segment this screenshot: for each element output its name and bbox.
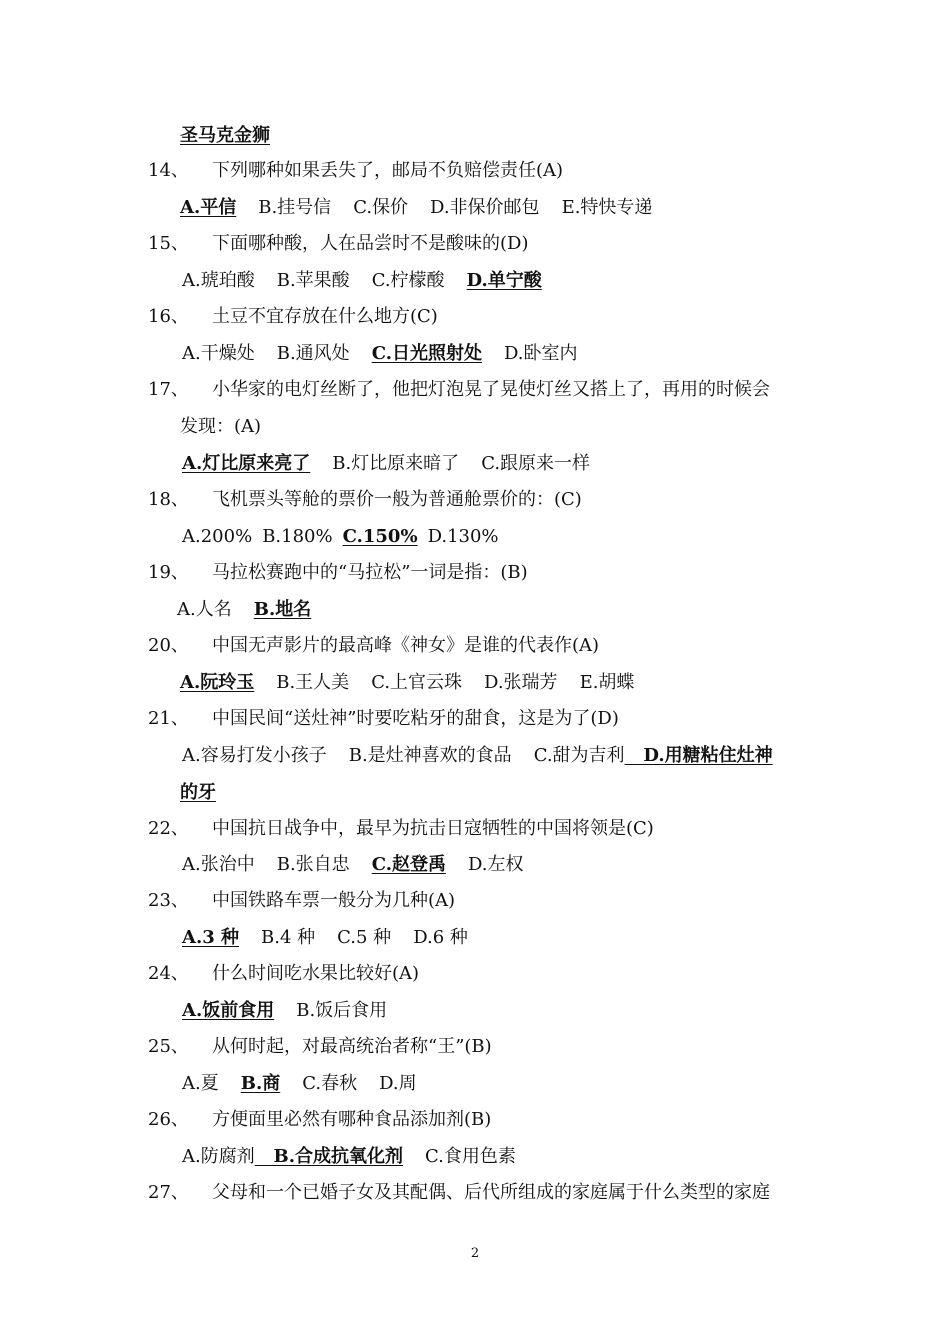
option: D.非保价邮包: [430, 197, 540, 218]
question-number: 27、: [148, 1182, 189, 1203]
question-text: 飞机票头等舱的票价一般为普通舱票价的：(C): [212, 489, 582, 510]
option: D.周: [379, 1073, 417, 1094]
option: C.柠檬酸: [371, 270, 445, 291]
option-correct: A.饭前食用: [182, 1000, 275, 1021]
option: C.保价: [353, 197, 409, 218]
question-text: 发现：(A): [180, 416, 262, 437]
option: C.春秋: [302, 1073, 358, 1094]
option: A.琥珀酸: [182, 270, 255, 291]
question-number: 25、: [148, 1036, 189, 1057]
question-text: 方便面里必然有哪种食品添加剂(B): [212, 1109, 492, 1130]
option: B.王人美: [276, 672, 350, 693]
option: B.灯比原来暗了: [332, 453, 460, 474]
question-text: 马拉松赛跑中的“马拉松”一词是指：(B): [212, 562, 528, 583]
option-correct: A.阮玲玉: [180, 672, 255, 693]
question-number: 20、: [148, 635, 189, 656]
option-correct: C.150%: [342, 526, 418, 547]
option: B.张自忠: [276, 854, 350, 875]
option: A.张治中: [182, 854, 255, 875]
question-number: 22、: [148, 818, 189, 839]
option: B.4 种: [261, 927, 316, 948]
question-number: 16、: [148, 306, 189, 327]
option: A.防腐剂: [182, 1146, 255, 1167]
question-number: 23、: [148, 890, 189, 911]
option-correct: A.3 种: [182, 927, 240, 948]
question-number: 14、: [148, 160, 189, 181]
question-text: 下列哪种如果丢失了，邮局不负赔偿责任(A): [212, 160, 564, 181]
option-correct: A.平信: [180, 197, 237, 218]
question-text: 父母和一个已婚子女及其配偶、后代所组成的家庭属于什么类型的家庭: [212, 1182, 770, 1203]
option: B.挂号信: [258, 197, 332, 218]
option: D.张瑞芳: [484, 672, 558, 693]
question-number: 18、: [148, 489, 189, 510]
option: B.通风处: [276, 343, 350, 364]
option: B.是灶神喜欢的食品: [348, 745, 512, 766]
question-text: 什么时间吃水果比较好(A): [212, 963, 420, 984]
option-correct: D.用糖粘住灶神: [624, 745, 773, 766]
question-text: 土豆不宜存放在什么地方(C): [212, 306, 438, 327]
page-number: 2: [470, 1246, 480, 1261]
option: B.180%: [262, 526, 333, 547]
option: E.特快专递: [561, 197, 653, 218]
option: D.6 种: [413, 927, 468, 948]
question-number: 24、: [148, 963, 189, 984]
option: A.容易打发小孩子: [182, 745, 327, 766]
question-text: 从何时起，对最高统治者称“王”(B): [212, 1036, 492, 1057]
option-correct: C.日光照射处: [371, 343, 482, 364]
option: E.胡蝶: [579, 672, 635, 693]
option: A.人名: [177, 599, 232, 620]
option: A.干燥处: [182, 343, 255, 364]
option: B.苹果酸: [276, 270, 350, 291]
option: A.夏: [182, 1073, 219, 1094]
question-text: 小华家的电灯丝断了，他把灯泡晃了晃使灯丝又搭上了，再用的时候会: [212, 379, 770, 400]
option: C.食用色素: [425, 1146, 516, 1167]
option-correct: B.地名: [253, 599, 312, 620]
option-correct: A.灯比原来亮了: [182, 453, 311, 474]
option: C.上官云珠: [371, 672, 463, 693]
question-number: 26、: [148, 1109, 189, 1130]
correct-answer: 圣马克金狮: [180, 125, 270, 146]
option: C.跟原来一样: [481, 453, 591, 474]
option-correct: B.商: [240, 1073, 281, 1094]
question-number: 15、: [148, 233, 189, 254]
question-number: 21、: [148, 708, 189, 729]
option-correct: B.合成抗氧化剂: [254, 1146, 404, 1167]
question-text: 中国民间“送灶神”时要吃粘牙的甜食，这是为了(D): [212, 708, 619, 729]
option: A.200%: [182, 526, 253, 547]
question-number: 17、: [148, 379, 189, 400]
option: D.左权: [467, 854, 524, 875]
question-text: 中国铁路车票一般分为几种(A): [212, 890, 456, 911]
question-text: 中国抗日战争中，最早为抗击日寇牺牲的中国将领是(C): [212, 818, 654, 839]
option-correct: D.单宁酸: [466, 270, 542, 291]
option: B.饭后食用: [296, 1000, 388, 1021]
option: D.卧室内: [503, 343, 578, 364]
option-correct: 的牙: [180, 782, 216, 803]
option-correct: C.赵登禹: [371, 854, 446, 875]
option: C.甜为吉利: [533, 745, 625, 766]
option: C.5 种: [337, 927, 392, 948]
question-text: 下面哪种酸，人在品尝时不是酸味的(D): [212, 233, 529, 254]
question-number: 19、: [148, 562, 189, 583]
option: D.130%: [427, 526, 499, 547]
question-text: 中国无声影片的最高峰《神女》是谁的代表作(A): [212, 635, 600, 656]
